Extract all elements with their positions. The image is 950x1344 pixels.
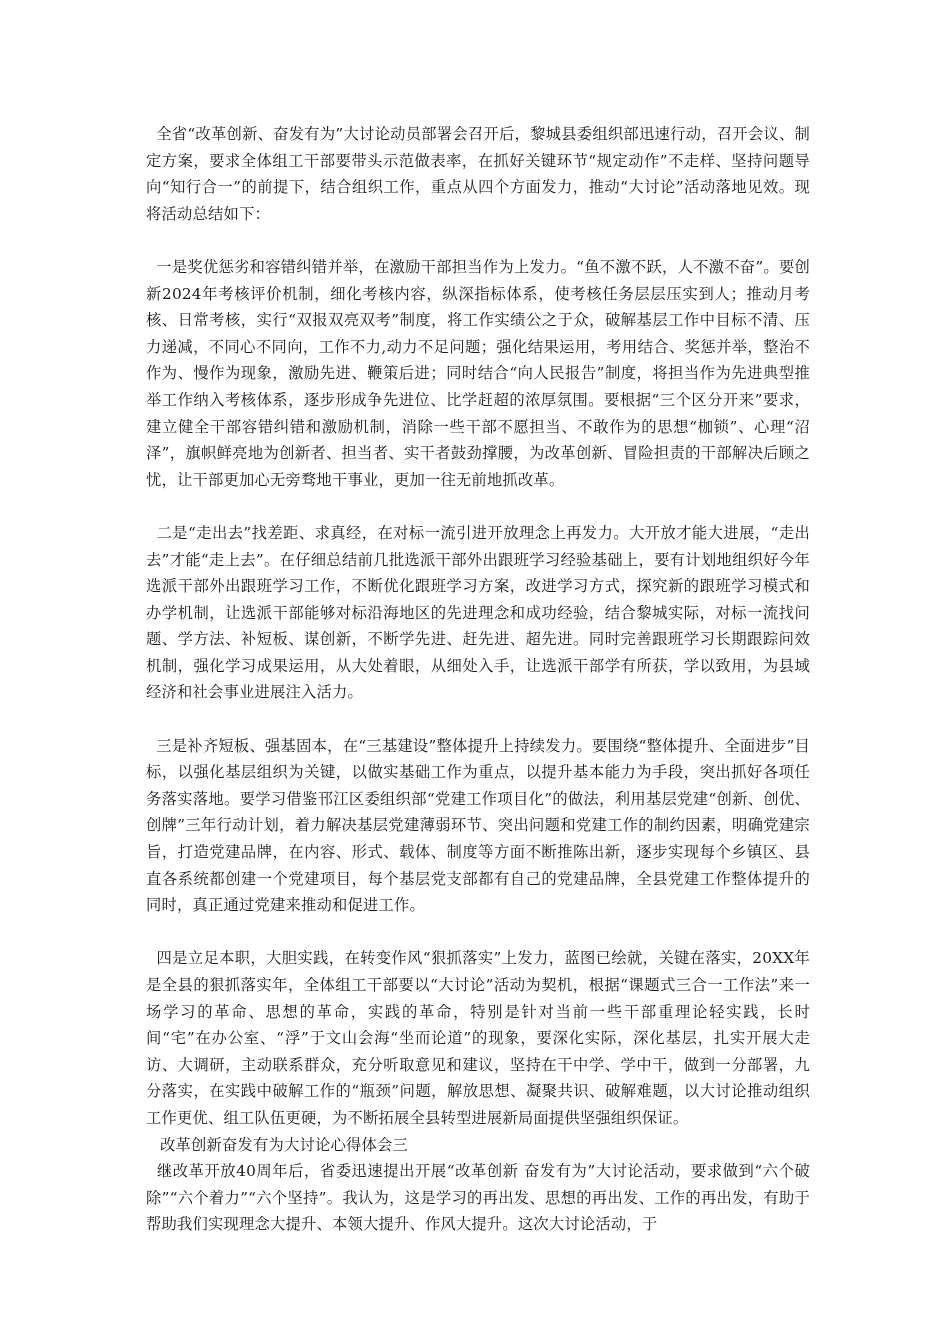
paragraph-gap	[146, 227, 810, 254]
point-three-paragraph: 三是补齐短板、强基固本，在“三基建设”整体提升上持续发力。要围绕“整体提升、全面进步”目标，以强化基层组织为关键，以做实基础工作为重点，以提升基本能力为手段，突出抓好各项任务落实落地。要学习借鉴邗江区委组织部“党建工作项目化”的做法，利用基层党建“创新、创优、创牌”三年行动计划，着力解决基层党建薄弱环节、突出问题和党建工作的制约因素，明确党建宗旨，打造党建品牌，在内容、形式、载体、制度等方面不断推陈出新，逐步实现每个乡镇区、县直各系统都创建一个党建项目，每个基层党支部都有自己的党建品牌，全县党建工作整体提升的同时，真正通过党建来推动和促进工作。	[146, 736, 810, 915]
document-page	[146, 121, 810, 1238]
closing-paragraph: 继改革开放40周年后，省委迅速提出开展“改革创新 奋发有为”大讨论活动，要求做到“六个破除”“六个着力”“六个坚持”。我认为，这是学习的再出发、思想的再出发、工作的再出发，有助于帮助我们实现理念大提升、本领大提升、作风大提升。这次大讨论活动，于	[146, 1162, 811, 1234]
point-two-paragraph: 二是“走出去”找差距、求真经，在对标一流引进开放理念上再发力。大开放才能大进展，“走出去”才能“走上去”。在仔细总结前几批选派干部外出跟班学习经验基础上，要有计划地组织好今年选派干部外出跟班学习工作，不断优化跟班学习方案，改进学习方式，探究新的跟班学习模式和办学机制，让选派干部能够对标沿海地区的先进理念和成功经验，结合黎城实际，对标一流找问题、学方法、补短板、谋创新，不断学先进、赶先进、超先进。同时完善跟班学习长期跟踪问效机制，强化学习成果运用，从大处着眼，从细处入手，让选派干部学有所获，学以致用，为县域经济和社会事业进展注入活力。	[146, 523, 810, 702]
paragraph-gap	[146, 919, 810, 946]
point-one-paragraph: 一是奖优惩劣和容错纠错并举，在激励干部担当作为上发力。“鱼不激不跃，人不激不奋”。要创新2024年考核评价机制，细化考核内容，纵深指标体系，使考核任务层层压实到人；推动月考核、日常考核，实行“双报双亮双考”制度，将工作实绩公之于众，破解基层工作中目标不清、压力递减，不同心不同向，工作不力,动力不足问题；强化结果运用，考用结合、奖惩并举，整治不作为、慢作为现象，激励先进、鞭策后进；同时结合“向人民报告”制度，将担当作为先进典型推举工作纳入考核体系，逐步形成争先进位、比学赶超的浓厚氛围。要根据“三个区分开来”要求，建立健全干部容错纠错和激励机制，消除一些干部不愿担当、不敢作为的思想“枷锁”、心理“沼泽”，旗帜鲜亮地为创新者、担当者、实干者鼓劲撑腰，为改革创新、冒险担责的干部解决后顾之忧，让干部更加心无旁骛地干事业，更加一往无前地抓改革。	[146, 257, 811, 489]
intro-paragraph: 全省“改革创新、奋发有为”大讨论动员部署会召开后，黎城县委组织部迅速行动，召开会议、制定方案，要求全体组工干部要带头示范做表率，在抓好关键环节“规定动作”不走样、坚持问题导向“知行合一”的前提下，结合组织工作，重点从四个方面发力，推动“大讨论”活动落地见效。现将活动总结如下：	[146, 125, 811, 223]
paragraph-gap	[146, 493, 810, 520]
point-four-paragraph: 四是立足本职，大胆实践，在转变作风“狠抓落实”上发力，蓝图已绘就，关键在落实，20XX年是全县的狠抓落实年，全体组工干部要以“大讨论”活动为契机，根据“课题式三合一工作法”来一场学习的革命、思想的革命，实践的革命，特别是针对当前一些干部重理论轻实践，长时间“宅”在办公室、“浮”于文山会海“坐而论道”的现象，要深化实际，深化基层，扎实开展大走访、大调研，主动联系群众，充分听取意见和建议，坚持在干中学、学中干，做到一分部署，九分落实，在实践中破解工作的“瓶颈”问题，解放思想、凝聚共识、破解难题，以大讨论推动组织工作更优、组工队伍更硬，为不断拓展全县转型进展新局面提供坚强组织保证。	[146, 949, 811, 1127]
section-title: 改革创新奋发有为大讨论心得体会三	[160, 1135, 408, 1154]
paragraph-gap	[146, 706, 810, 733]
